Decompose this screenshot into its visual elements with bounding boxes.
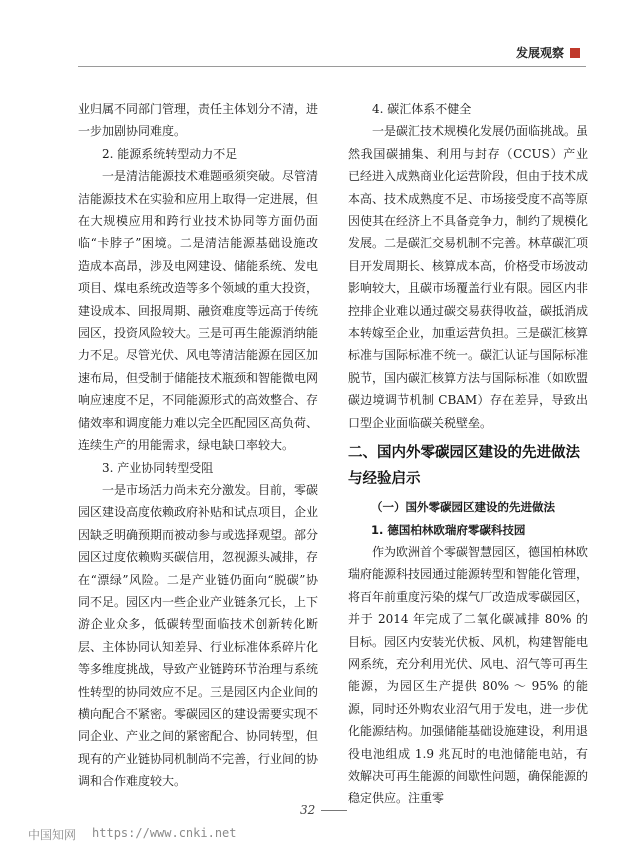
left-column (78, 98, 318, 793)
watermark-site-name: 中国知网 (28, 828, 77, 842)
subheading: 4. 碳汇体系不健全 (372, 102, 472, 116)
subsection-heading: （一）国外零碳园区建设的先进做法 (371, 500, 555, 515)
paragraph: 一是清洁能源技术难题亟须突破。尽管清洁能源技术在实验和应用上取得一定进展，但在大规模应用和跨行业技术协同等方面仍面临“卡脖子”困境。二是清洁能源基础设施改造成本高昂，涉及电网建设、储能系统、发电项目、煤电系统改造等多个领域的重大投资，建设成本、回报周期、融资难度等远高于传统园区，投资风险较大。三是可再生能源消纳能力不足。尽管光伏、风电等清洁能源在园区加速布局，但受制于储能技术瓶颈和智能微电网响应速度不足，不同能源形式的高效整合、存储效率和调度能力难以完全匹配园区高负荷、连续生产的用能需求，绿电缺口率较大。 (78, 169, 319, 453)
paragraph: 一是市场活力尚未充分激发。目前，零碳园区建设高度依赖政府补贴和试点项目，企业因缺乏明确预期而被动参与或选择观望。部分园区过度依赖购买碳信用，忽视源头减排，存在“漂绿”风险。二是产业链仍面向“脱碳”协同不足。园区内一些企业产业链条冗长，上下游企业众多，低碳转型面临技术创新转化断层、主体协同认知差异、行业标准体系碎片化等多维度挑战，导致产业链跨环节治理与系统性转型的协同效应不足。三是园区内企业间的横向配合不紧密。零碳园区的建设需要实现不同企业、产业之间的紧密配合、协同转型，但现有的产业链协同机制尚不完善，行业间的协调和合作难度较大。 (78, 482, 319, 789)
paragraph: 业归属不同部门管理，责任主体划分不清，进一步加剧协同难度。 (78, 102, 319, 139)
right-column (348, 98, 588, 810)
case-heading: 1. 德国柏林欧瑞府零碳科技园 (371, 522, 526, 537)
page-footer (300, 803, 347, 817)
watermark-url[interactable]: https://www.cnki.net (92, 826, 237, 840)
paragraph: 一是碳汇技术规模化发展仍面临挑战。虽然我国碳捕集、利用与封存（CCUS）产业已经进入成熟商业化运营阶段，但由于技术成本高、技术成熟度不足、市场接受度不高等原因使其在经济上不具备竞争力，制约了规模化发展。二是碳汇交易机制不完善。林草碳汇项目开发周期长、核算成本高，价格受市场波动影响较大，且碳市场覆盖行业有限。园区内非控排企业难以通过碳交易获得收益，碳抵消成本转嫁至企业，加重运营负担。三是碳汇核算标准与国际标准不统一。碳汇认证与国际标准脱节，国内碳汇核算方法与国际标准（如欧盟碳边境调节机制 CBAM）存在差异，导致出口型企业面临碳关税壁垒。 (348, 124, 589, 430)
watermark (28, 826, 237, 843)
section-accent-square (570, 48, 580, 58)
paragraph: 作为欧洲首个零碳智慧园区，德国柏林欧瑞府能源科技园通过能源转型和智能化管理，将百年前重度污染的煤气厂改造成零碳园区，并于 2014 年完成了二氧化碳减排 80% 的目标。园区内安装光伏板、风机，构建智能电网系统，充分利用光伏、风电、沼气等可再生能源，为园区生产提供 80% ～ 95% 的能源，同时还外购农业沼气用于发电，进一步优化能源结构。加强储能基础设施建设，利用退役电池组成 1.9 兆瓦时的电池储能电站，有效解决可再生能源的间歇性问题，确保能源的稳定供应。注重零 (348, 544, 589, 806)
page-number: 32 (300, 803, 316, 817)
subheading: 3. 产业协同转型受阻 (102, 460, 214, 475)
section-tag (516, 44, 580, 61)
section-heading: 二、国内外零碳园区建设的先进做法与经验启示 (348, 445, 580, 488)
subheading: 2. 能源系统转型动力不足 (102, 146, 238, 161)
section-title: 发展观察 (515, 46, 564, 60)
header-rule (78, 66, 586, 67)
footer-dash (321, 810, 347, 811)
